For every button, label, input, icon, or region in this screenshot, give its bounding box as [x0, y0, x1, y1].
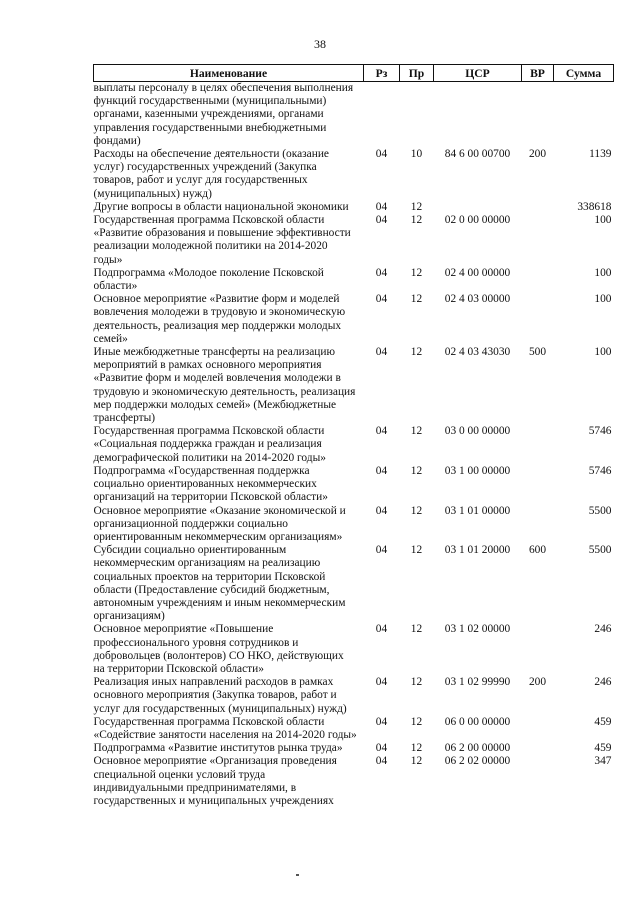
cell-vr [522, 716, 554, 742]
header-sum: Сумма [554, 65, 614, 82]
cell-pr: 12 [410, 676, 423, 689]
cell-vr [522, 82, 554, 149]
table-row [94, 676, 614, 716]
cell-name: Подпрограмма «Молодое поколение Псковской области» [93, 266, 324, 293]
cell-name: Основное мероприятие «Повышение профессионального уровня сотрудников и добровольцев (волонтеров) СО НКО, действующих на территории Псковской области» [93, 623, 344, 675]
cell-vr: 600 [528, 544, 547, 557]
budget-table [93, 64, 614, 808]
table-row [94, 214, 614, 267]
table-body [94, 82, 614, 809]
cell-pr [400, 82, 434, 149]
cell-csr: 03 1 01 00000 [444, 504, 511, 517]
cell-sum: 5500 [588, 544, 612, 557]
cell-rz [364, 82, 400, 149]
cell-vr [522, 742, 554, 755]
cell-pr: 12 [410, 464, 423, 477]
cell-vr [522, 465, 554, 505]
cell-rz: 04 [375, 293, 388, 306]
cell-sum: 347 [594, 755, 612, 768]
cell-csr [434, 201, 522, 214]
page-mark [296, 874, 299, 876]
cell-pr: 12 [410, 715, 423, 728]
cell-sum: 459 [594, 715, 612, 728]
cell-pr: 12 [410, 742, 423, 755]
table-row [94, 82, 614, 149]
header-vr: ВР [522, 65, 554, 82]
cell-name: Реализация иных направлений расходов в рамках основного мероприятия (Закупка товаров, работ и услуг для государственных (муниципальных) нужд) [93, 676, 347, 715]
cell-vr [522, 425, 554, 465]
cell-rz: 04 [375, 200, 388, 213]
cell-csr: 06 2 02 00000 [444, 755, 511, 768]
cell-rz: 04 [375, 214, 388, 227]
cell-vr: 200 [528, 148, 547, 161]
table-row [94, 742, 614, 755]
cell-sum: 100 [594, 346, 612, 359]
cell-sum: 5746 [588, 464, 612, 477]
cell-name: выплаты персоналу в целях обеспечения выполнения функций государственными (муниципальными) органами, казенными учреждениями, органами управления государственными внебюджетными фондами) [93, 82, 354, 147]
header-row [94, 65, 614, 82]
cell-pr: 10 [410, 148, 423, 161]
cell-name: Основное мероприятие «Оказание экономической и организационной поддержки социально ориентированным некоммерческим организациям» [93, 504, 346, 543]
cell-pr: 12 [410, 293, 423, 306]
cell-name: Государственная программа Псковской области «Содействие занятости населения на 2014-2020 годы» [93, 715, 357, 741]
cell-csr: 02 4 03 43030 [444, 346, 511, 359]
cell-vr [522, 293, 554, 346]
cell-vr [522, 505, 554, 545]
cell-sum: 1139 [589, 148, 612, 161]
cell-sum: 246 [594, 623, 612, 636]
cell-rz: 04 [375, 755, 388, 768]
table-header [94, 65, 614, 82]
cell-sum: 100 [594, 266, 612, 279]
cell-csr: 06 0 00 00000 [444, 715, 511, 728]
table-row [94, 544, 614, 623]
cell-name: Иные межбюджетные трансферты на реализацию мероприятий в рамках основного мероприятия «Развитие форм и моделей вовлечения молодежи в трудовую и экономическую деятельность, реализация мер поддержки молодых семей» (Межбюджетные трансферты) [93, 346, 356, 425]
cell-csr: 03 1 02 99990 [444, 676, 511, 689]
header-name: Наименование [94, 65, 364, 82]
cell-csr: 03 1 00 00000 [444, 464, 511, 477]
cell-name: Расходы на обеспечение деятельности (оказание услуг) государственных учреждений (Закупка товаров, работ и услуг для государственных (муниципальных) нужд) [93, 148, 329, 200]
cell-vr: 200 [528, 676, 547, 689]
cell-pr: 12 [410, 755, 423, 768]
cell-rz: 04 [375, 266, 388, 279]
cell-sum: 246 [594, 676, 612, 689]
cell-pr: 12 [410, 544, 423, 557]
cell-rz: 04 [375, 425, 388, 438]
header-rz: Рз [364, 65, 400, 82]
table-row [94, 465, 614, 505]
cell-rz: 04 [375, 623, 388, 636]
table-row [94, 716, 614, 742]
cell-name: Основное мероприятие «Организация проведения специальной оценки условий труда индивидуальными предпринимателями, в государственных и муниципальных учреждениях [93, 755, 337, 807]
cell-name: Подпрограмма «Развитие институтов рынка труда» [93, 742, 343, 755]
table-row [94, 505, 614, 545]
table-row [94, 346, 614, 425]
cell-name: Государственная программа Псковской области «Социальная поддержка граждан и реализация демографической политики на 2014-2020 годы» [93, 425, 326, 464]
cell-csr: 02 4 03 00000 [444, 293, 511, 306]
table-row [94, 623, 614, 676]
cell-rz: 04 [375, 676, 388, 689]
table-row [94, 148, 614, 201]
cell-vr [522, 623, 554, 676]
cell-sum: 5746 [588, 425, 612, 438]
cell-rz: 04 [375, 148, 388, 161]
cell-sum [554, 82, 614, 149]
cell-sum: 100 [594, 293, 612, 306]
cell-vr [522, 267, 554, 293]
cell-name: Основное мероприятие «Развитие форм и моделей вовлечения молодежи в трудовую и экономическую деятельность, реализация мер поддержки молодых семей» [93, 293, 346, 345]
cell-pr: 12 [410, 214, 423, 227]
header-pr: Пр [400, 65, 434, 82]
cell-rz: 04 [375, 346, 388, 359]
cell-sum: 338618 [577, 200, 612, 213]
header-csr: ЦСР [434, 65, 522, 82]
cell-rz: 04 [375, 464, 388, 477]
cell-csr: 84 6 00 00700 [444, 148, 511, 161]
table-row [94, 201, 614, 214]
cell-csr: 06 2 00 00000 [444, 742, 511, 755]
cell-name: Субсидии социально ориентированным некоммерческим организациям на реализацию социальных проектов на территории Псковской области (Предоставление субсидий бюджетным, автономным учреждениям и иным некоммерческим организациям) [93, 544, 346, 623]
cell-sum: 459 [594, 742, 612, 755]
cell-csr: 02 4 00 00000 [444, 266, 511, 279]
cell-rz: 04 [375, 715, 388, 728]
cell-csr: 03 1 01 20000 [444, 544, 511, 557]
table-row [94, 755, 614, 808]
cell-vr: 500 [528, 346, 547, 359]
cell-name: Государственная программа Псковской области «Развитие образования и повышение эффективности реализации молодежной политики на 2014-2020 годы» [93, 214, 351, 266]
cell-pr: 12 [410, 266, 423, 279]
table-row [94, 293, 614, 346]
cell-csr: 03 1 02 00000 [444, 623, 511, 636]
cell-vr [522, 755, 554, 808]
cell-rz: 04 [375, 742, 388, 755]
cell-pr: 12 [410, 623, 423, 636]
cell-rz: 04 [375, 504, 388, 517]
cell-pr: 12 [410, 425, 423, 438]
table-row [94, 267, 614, 293]
cell-name: Другие вопросы в области национальной экономики [93, 200, 349, 213]
table-row [94, 425, 614, 465]
cell-vr [522, 214, 554, 267]
cell-sum: 100 [594, 214, 612, 227]
cell-pr: 12 [410, 346, 423, 359]
cell-pr: 12 [410, 200, 423, 213]
cell-rz: 04 [375, 544, 388, 557]
cell-vr [522, 201, 554, 214]
cell-pr: 12 [410, 504, 423, 517]
cell-csr: 03 0 00 00000 [444, 425, 511, 438]
page-number: 38 [314, 37, 326, 51]
cell-sum: 5500 [588, 504, 612, 517]
cell-name: Подпрограмма «Государственная поддержка социально ориентированных некоммерческих организаций на территории Псковской области» [93, 464, 328, 504]
cell-csr [434, 82, 522, 149]
cell-csr: 02 0 00 00000 [444, 214, 511, 227]
